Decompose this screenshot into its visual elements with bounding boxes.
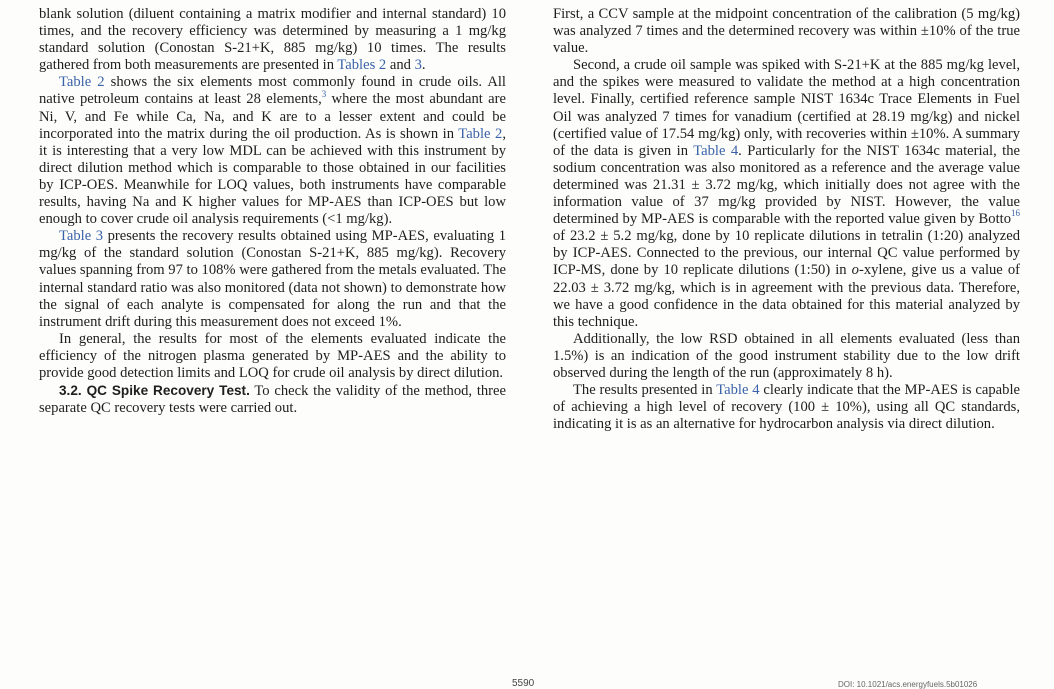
left-column bbox=[39, 6, 506, 417]
citation-16[interactable]: 16 bbox=[1011, 208, 1020, 219]
table-2-link[interactable]: Table 2 bbox=[458, 125, 503, 142]
page-number: 5590 bbox=[512, 678, 535, 689]
table-3-link[interactable]: 3 bbox=[414, 57, 422, 74]
paragraph: Second, a crude oil sample was spiked with S-21+K at the 885 mg/kg level, and the spikes were measured to validate the method at a high concentration level. Finally, certified reference sample NIST 1634c Trace Elements in Fuel Oil was analyzed 7 times for vanadium (certified at 28.19 mg/kg) and nickel (certified value of 17.54 mg/kg) only, with recoveries within ±10%. A summary of the data is given in Table 4. Particularly for the NIST 1634c material, the sodium concentration was also monitored as a reference and the average value determined was 21.31 ± 3.72 mg/kg, which initially does not agree with the information value of 37 mg/kg provided by NIST. However, the value determined by MP-AES is comparable with the reported value given by Botto$^{16}$ of 23.2 ± 5.2 mg/kg, done by 10 replicate dilutions in tetralin (1:20) analyzed by ICP-AES. Connected to the previous, our internal QC value performed by ICP-MS, done by 10 replicate dilutions (1:50) in o-xylene, give us a value of 22.03 ± 3.72 mg/kg, which is in agreement with the previous data. Therefore, we have a good confidence in the data obtained for this material analyzed by this technique. bbox=[553, 57, 1020, 330]
citation-3[interactable]: 3 bbox=[321, 88, 327, 99]
paragraph: In general, the results for most of the elements evaluated indicate the efficiency of the nitrogen plasma generated by MP-AES and the ability to provide good detection limits and LOQ for crude oil analysis by direct dilution. bbox=[39, 330, 506, 381]
paragraph: First, a CCV sample at the midpoint concentration of the calibration (5 mg/kg) was analyzed 7 times and the determined recovery was within ±10% of the true value. bbox=[553, 6, 1020, 57]
section-paragraph: 3.2. QC Spike Recovery Test. To check the validity of the method, three separate QC recovery tests were carried out. bbox=[39, 383, 506, 417]
paragraph: The results presented in Table 4 clearly indicate that the MP-AES is capable of achieving a high level of recovery (100 ± 10%), using all QC standards, indicating it is as an alternative for hydrocarbon analysis via direct dilution. bbox=[553, 382, 1020, 433]
doi-link[interactable]: DOI: 10.1021/acs.energyfuels.5b01026 bbox=[838, 680, 978, 689]
table-3-link[interactable]: Table 3 bbox=[59, 228, 104, 245]
paragraph: Table 3 presents the recovery results obtained using MP-AES, evaluating 1 mg/kg of the standard solution (Conostan S-21+K, 885 mg/kg). Recovery values spanning from 97 to 108% were gathered from the metals evaluated. The internal standard ratio was also monitored (data not shown) to demonstrate how the signal of each analyte is compensated for along the run and that the instrument drift during this measurement does not exceed 1%. bbox=[39, 228, 506, 330]
table-4-link[interactable]: Table 4 bbox=[716, 382, 760, 399]
paragraph: blank solution (diluent containing a matrix modifier and internal standard) 10 times, and the recovery efficiency was determined by measuring a 1 mg/kg standard solution (Conostan S-21+K, 885 mg/kg) 10 times. The results gathered from both measurements are presented in Tables 2 and 3. bbox=[39, 6, 506, 74]
table-4-link[interactable]: Table 4 bbox=[693, 142, 739, 159]
paragraph: Table 2 shows the six elements most commonly found in crude oils. All native petroleum contains at least 28 elements,$^3$ where the most abundant are Ni, V, and Fe while Ca, Na, and K are to a lesser extent and could be incorporated into the matrix during the oil production. As is shown in Table 2, it is interesting that a very low MDL can be achieved with this instrument by direct dilution method which is comparable to those obtained in our facilities by ICP-OES. Meanwhile for LOQ values, both instruments have comparable results, having Na and K higher values for MP-AES than ICP-OES but low enough to cover crude oil analysis requirements (<1 mg/kg). bbox=[39, 74, 506, 228]
paragraph: Additionally, the low RSD obtained in all elements evaluated (less than 1.5%) is an indication of the good instrument stability due to the low drift observed during the length of the run (approximately 8 h). bbox=[553, 330, 1020, 381]
right-column bbox=[553, 6, 1020, 433]
table-2-link[interactable]: Table 2 bbox=[59, 74, 105, 91]
table-2-link[interactable]: Tables 2 bbox=[337, 57, 387, 74]
section-heading: 3.2. QC Spike Recovery Test. bbox=[59, 383, 250, 399]
